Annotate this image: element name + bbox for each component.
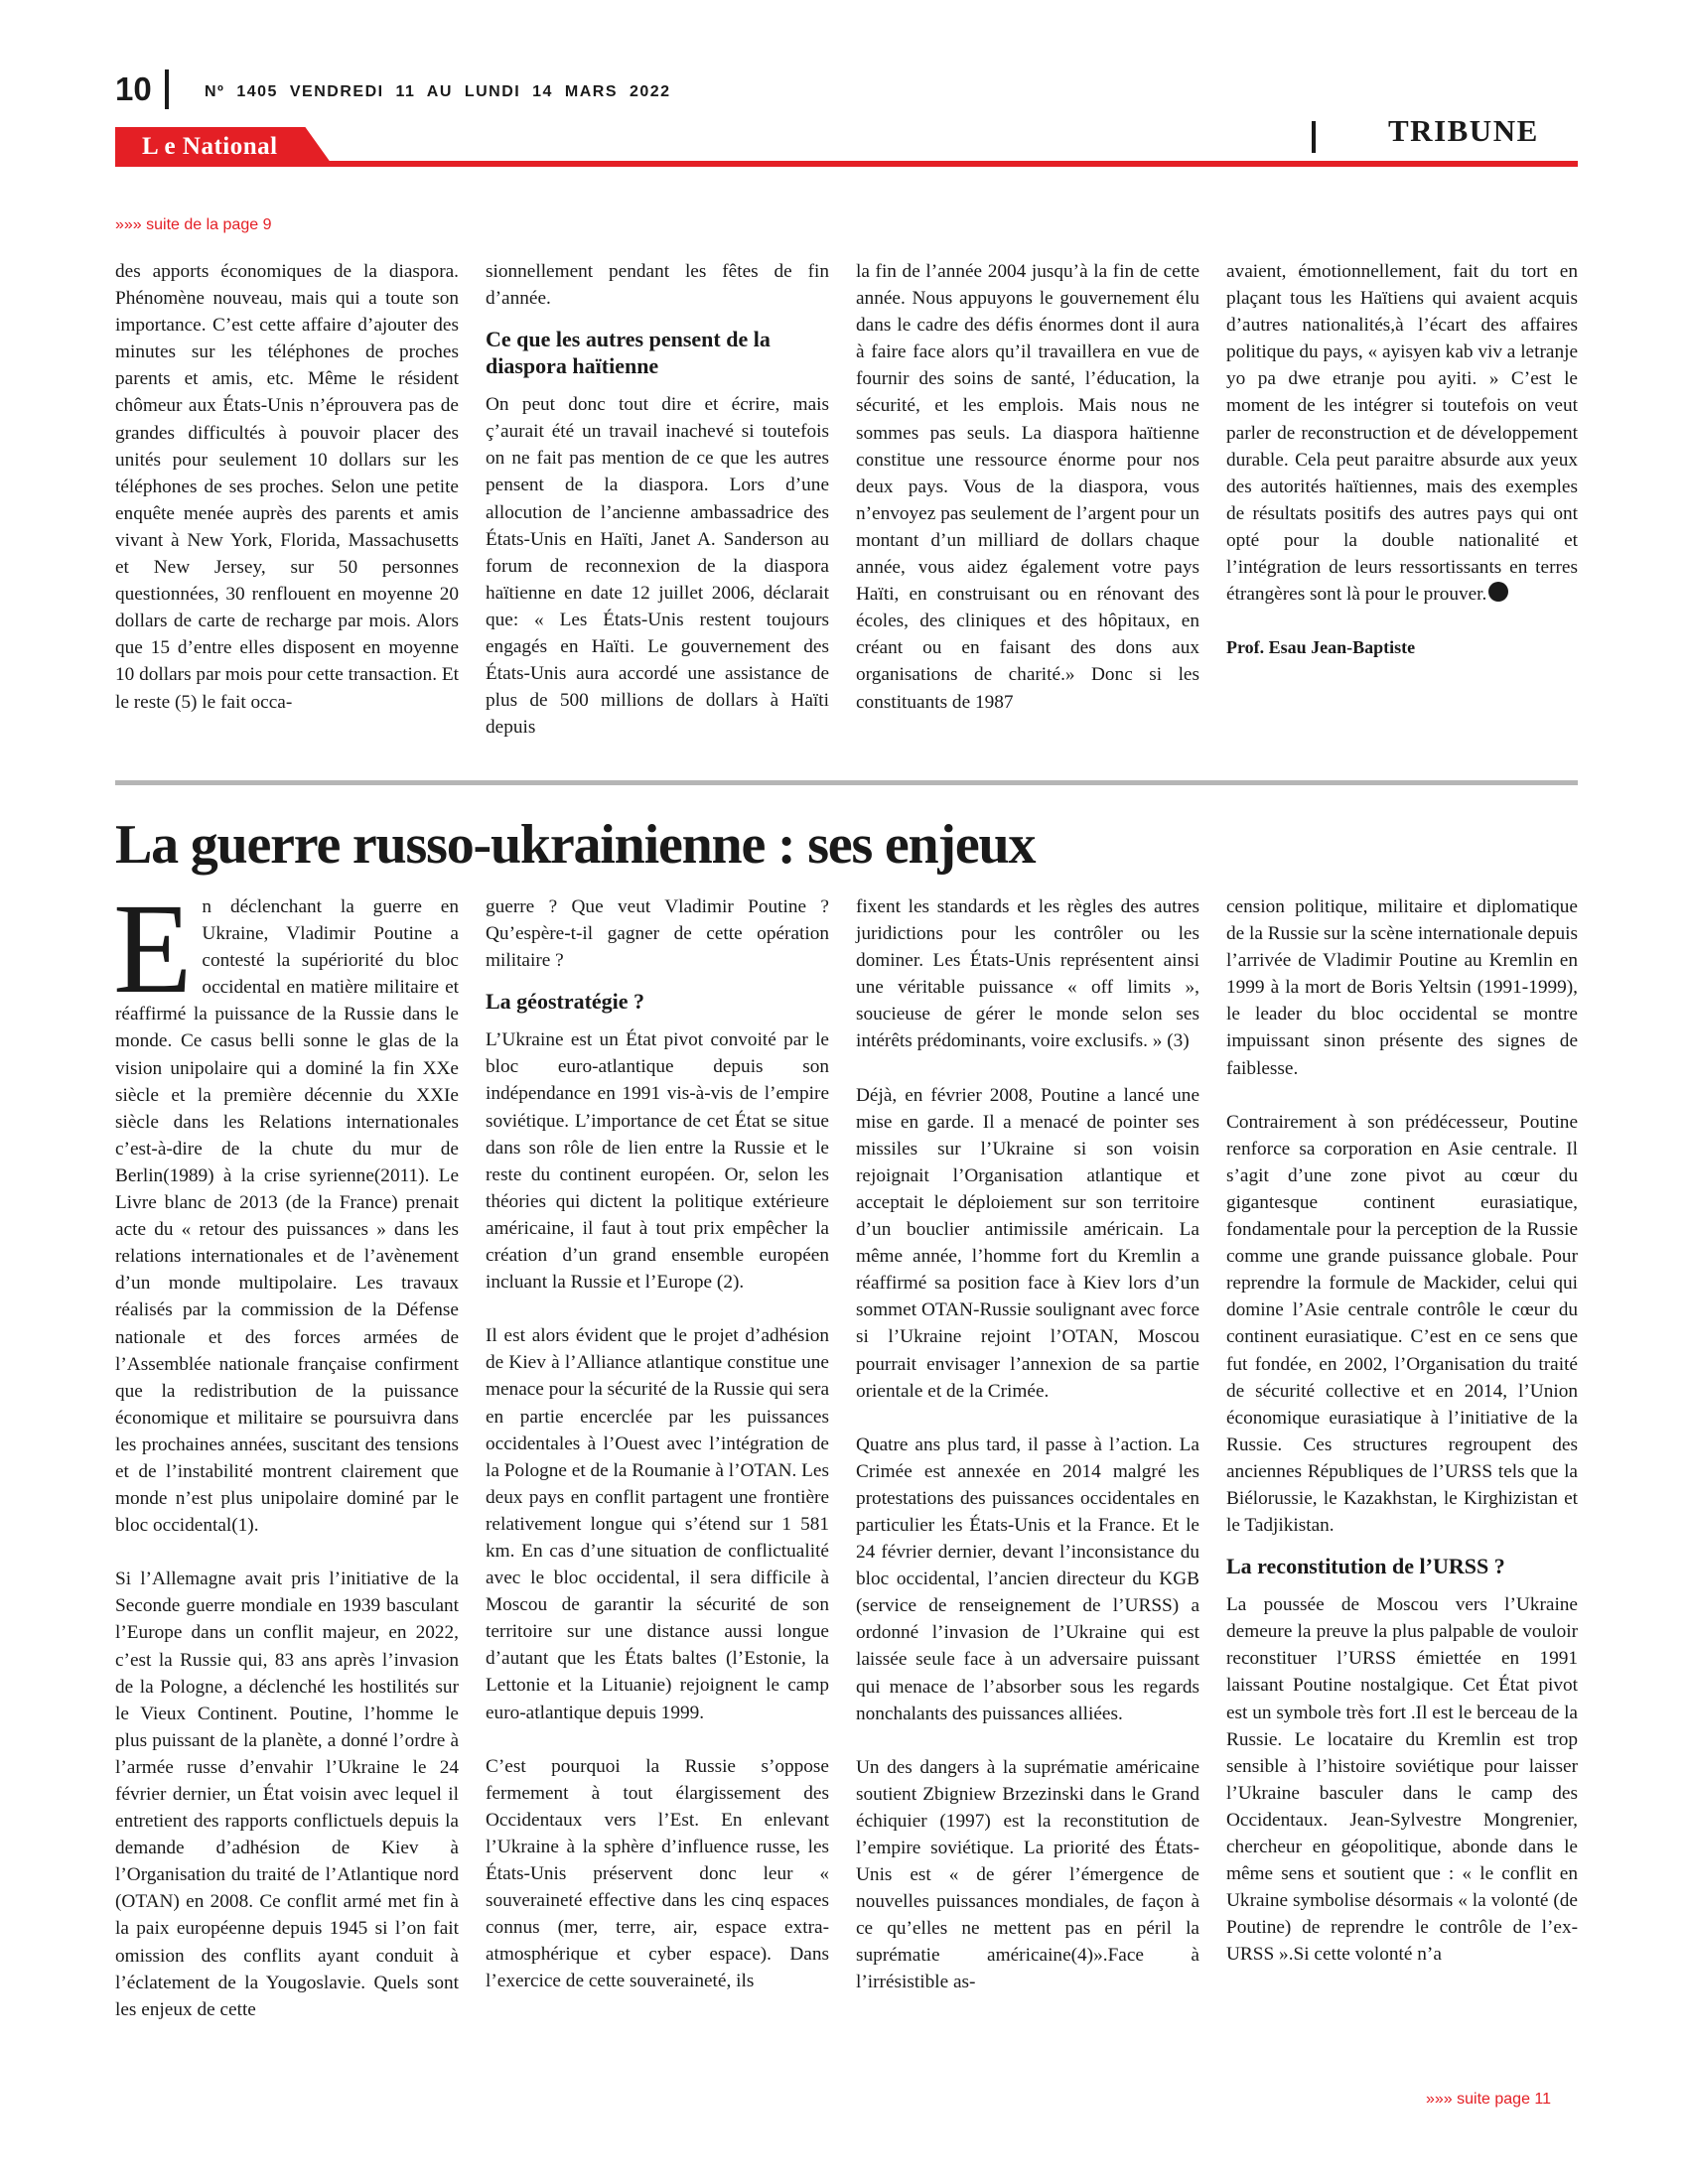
main-article-column-4: [1226, 893, 1578, 1968]
top-article-column-4: [1226, 258, 1578, 661]
paragraph: La poussée de Moscou vers l’Ukraine demeure la preuve la plus palpable de vouloir reconstituer l’URSS émiettée en 1991 laissant Poutine nostalgique. Cet État pivot est un symbole très fort .Il est le berceau de la Russie. Le locataire du Kremlin est trop sensible à l’histoire soviétique pour laisser l’Ukraine basculer dans le camp des Occidentaux. Jean-Sylvestre Mongrenier, chercheur en géopolitique, abonde dans le même sens et soutient que : « le conflit en Ukraine symbolise désormais « la volonté (de Poutine) de reprendre le contrôle de l’ex-URSS ».Si cette volonté n’a: [1226, 1594, 1578, 1966]
end-of-article-icon: [1488, 582, 1508, 602]
paragraph: fixent les standards et les règles des autres juridictions pour les contrôler ou les dominer. Les États-Unis représentent ainsi une véritable puissance « off limits », soucieuse de gérer le monde selon ses intérêts prédominants, voire exclusifs. » (3): [856, 896, 1199, 1052]
paragraph-text: n déclenchant la guerre en Ukraine, Vladimir Poutine a contesté la supériorité du bloc occidental en matière militaire et réaffirmé la puissance de la Russie dans le monde. Ce casus belli sonne le glas de la vision unipolaire qui a dominé la fin XXe siècle et la première décennie du XXIe siècle dans les Relations internationales c’est-à-dire de la chute du mur de Berlin(1989) à la crise syrienne(2011). Le Livre blanc de 2013 (de la France) prenait acte du « retour des puissances » dans les relations internationales et de l’avènement d’un monde multipolaire. Les travaux réalisés par la commission de la Défense nationale et des forces armées de l’Assemblée nationale française confirment que la redistribution de la puissance économique et militaire se poursuivra dans les prochaines années, suscitant des tensions et de l’instabilité montrent clairement que monde n’est plus unipolaire dominé par le bloc occidental(1).: [115, 896, 459, 1537]
issue-dateline: Nº 1405 VENDREDI 11 AU LUNDI 14 MARS 2022: [205, 83, 671, 100]
paragraph: Si l’Allemagne avait pris l’initiative de la Seconde guerre mondiale en 1939 basculant l’Europe dans un conflit majeur, en 2022, c’est la Russie qui, 83 ans après l’invasion de la Pologne, a déclenché les hostilités sur le Vieux Continent. Poutine, l’homme le plus puissant de la planète, a donné l’ordre à l’armée russe d’envahir l’Ukraine le 24 février dernier, un État voisin avec lequel il entretient des rapports conflictuels depuis la demande d’adhésion de Kiev à l’Organisation du traité de l’Atlantique nord (OTAN) en 2008. Ce conflit armé met fin à la paix européenne depuis 1945 si l’on fait omission des conflits ayant conduit à l’éclatement de la Yougoslavie. Quels sont les enjeux de cette: [115, 1569, 459, 2020]
author-byline: Prof. Esau Jean-Baptiste: [1226, 637, 1416, 658]
top-article-column-2: [486, 258, 829, 741]
subheading: Ce que les autres pensent de la diaspora haïtienne: [486, 327, 771, 379]
continued-to-link[interactable]: »»» suite page 11: [1426, 2091, 1552, 2108]
paragraph: C’est pourquoi la Russie s’oppose fermement à tout élargissement des Occidentaux vers l’Est. En enlevant l’Ukraine à la sphère d’influence russe, les États-Unis préservent donc leur « souveraineté effective dans les cinq espaces connus (mer, terre, air, espace extra-atmosphérique et cyber espace). Dans l’exercice de cette souveraineté, ils: [486, 1755, 829, 1992]
continued-from-link[interactable]: »»» suite de la page 9: [115, 216, 272, 233]
article-headline: La guerre russo-ukrainienne : ses enjeux: [115, 814, 1036, 876]
paragraph: Déjà, en février 2008, Poutine a lancé une mise en garde. Il a menacé de pointer ses missiles sur l’Ukraine si son voisin rejoignait l’Organisation atlantique et acceptait le déploiement sur son territoire d’un bouclier antimissile américain. La même année, l’homme fort du Kremlin a réaffirmé sa position face à Kiev lors d’un sommet OTAN-Russie soulignant avec force si l’Ukraine rejoint l’OTAN, Moscou pourrait envisager l’annexion de sa partie orientale et de la Crimée.: [856, 1084, 1199, 1402]
page-number: 10: [115, 70, 152, 107]
page-number-divider: [165, 69, 169, 109]
paragraph: cension politique, militaire et diplomatique de la Russie sur la scène internationale depuis l’arrivée de Vladimir Poutine au Kremlin en 1999 à la mort de Boris Yeltsin (1991-1999), le leader du bloc occidental se montre impuissant sinon présente des signes de faiblesse.: [1226, 896, 1578, 1079]
paragraph: On peut donc tout dire et écrire, mais ç’aurait été un travail inachevé si toutefois on ne fait pas mention de ce que les autres pensent de la diaspora. Lors d’une allocution de l’ancienne ambassadrice des États-Unis en Haïti, Janet A. Sanderson au forum de reconnexion de la diaspora haïtienne en date 12 juillet 2006, déclarait que: « Les États-Unis restent toujours engagés en Haïti. Le gouvernement des États-Unis aura accordé une assistance de plus de 500 millions de dollars à Haïti depuis: [486, 394, 829, 739]
paragraph: guerre ? Que veut Vladimir Poutine ? Qu’espère-t-il gagner de cette opération militaire ?: [486, 896, 829, 972]
main-article-column-1: [113, 878, 459, 2023]
paragraph-text: avaient, émotionnellement, fait du tort en plaçant tous les Haïtiens qui avaient acquis d’autres nationalités,à l’écart des affaires politique du pays, « ayisyen kab viv a letranje yo pa dwe etranje pou ayiti. » C’est le moment de les intégrer si toutefois on veut parler de reconstruction et de développement durable. Cela peut paraitre absurde aux yeux des autorités haïtiennes, mais des exemples de résultats positifs des autres pays qui ont opté pour la double nationalité et l’intégration de leurs ressortissants en terres étrangères sont là pour le prouver.: [1226, 261, 1578, 606]
subheading: La géostratégie ?: [486, 989, 645, 1015]
drop-cap: E: [113, 878, 193, 1021]
newspaper-logo: L e National: [142, 133, 278, 160]
top-article-column-3: [856, 258, 1199, 716]
main-article-column-3: [856, 893, 1199, 1996]
section-title: TRIBUNE: [1388, 113, 1539, 148]
paragraph: L’Ukraine est un État pivot convoité par le bloc euro-atlantique depuis son indépendance en 1991 vis-à-vis de l’empire soviétique. L’importance de cet État se situe dans son rôle de lien entre la Russie et le reste du continent européen. Or, selon les théories qui dictent la politique extérieure américaine, il faut à tout prix empêcher la création d’un grand ensemble européen incluant la Russie et l’Europe (2).: [486, 1029, 829, 1294]
paragraph: Quatre ans plus tard, il passe à l’action. La Crimée est annexée en 2014 malgré les protestations des puissances occidentales en particulier les États-Unis et la France. Et le 24 février dernier, devant l’inconsistance du bloc occidental, l’ancien directeur du KGB (service de renseignement de l’URSS) a ordonné l’invasion de l’Ukraine qui est laissée seule face à un adversaire puissant qui menace de l’absorber sous les regards nonchalants des puissances alliées.: [856, 1433, 1199, 1724]
section-divider: [1312, 121, 1316, 153]
main-article-column-2: [486, 893, 829, 1994]
top-article-column-1: [115, 258, 459, 716]
paragraph: sionnellement pendant les fêtes de fin d’année.: [486, 261, 829, 310]
paragraph: des apports économiques de la diaspora. Phénomène nouveau, mais qui a toute son importance. C’est cette affaire d’ajouter des minutes sur les téléphones de proches parents et amis, etc. Même le résident chômeur aux États-Unis n’éprouvera pas de grandes difficultés à pouvoir placer des unités pour seulement 10 dollars sur les téléphones de ses proches. Selon une petite enquête menée auprès des parents et amis vivant à New York, Florida, Massachusetts et New Jersey, sur 50 personnes questionnées, 30 renflouent en moyenne 20 dollars de carte de recharge par mois. Alors que 15 d’entre elles disposent en moyenne 10 dollars par mois pour cette transaction. Et le reste (5) le fait occa-: [115, 261, 459, 713]
paragraph: [113, 878, 459, 1539]
paragraph: la fin de l’année 2004 jusqu’à la fin de cette année. Nous appuyons le gouvernement élu dans le cadre des défis énormes dont il aura à faire face alors qu’il travaillera en vue de fournir des soins de santé, l’éducation, la sécurité, et les emplois. Mais nous ne sommes pas seuls. La diaspora haïtienne constitue une ressource énorme pour nos deux pays. Vous de la diaspora, vous n’envoyez pas seulement de l’argent pour un montant d’un milliard de dollars chaque année, vous aidez également votre pays Haïti, en construisant ou en rénovant des écoles, des cliniques et des hôpitaux, en créant ou en faisant des dons aux organisations de charité.» Donc si les constituants de 1987: [856, 261, 1199, 713]
header-rule: [115, 161, 1578, 167]
paragraph: Contrairement à son prédécesseur, Poutine renforce sa corporation en Asie centrale. Il s’agit d’une zone pivot au cœur du gigantesque continent eurasiatique, fondamentale pour la perception de la Russie comme une grande puissance globale. Pour reprendre la formule de Mackider, celui qui domine l’Asie centrale contrôle le cœur du continent eurasiatique. C’est en ce sens que fut fondée, en 2002, l’Organisation du traité de sécurité collective et en 2014, l’Union économique eurasiatique à l’initiative de la Russie. Ces structures regroupent des anciennes Républiques de l’URSS tels que la Biélorussie, le Kazakhstan, le Kirghizistan et le Tadjikistan.: [1226, 1111, 1578, 1537]
paragraph: [1226, 258, 1578, 608]
paragraph: Il est alors évident que le projet d’adhésion de Kiev à l’Alliance atlantique constitue une menace pour la sécurité de la Russie qui sera en partie encerclée par les puissances occidentales à l’Ouest avec l’intégration de la Pologne et de la Roumanie à l’OTAN. Les deux pays en conflit partagent une frontière relativement longue qui s’étend sur 1 581 km. En cas d’une situation de conflictualité avec le bloc occidental, il sera difficile à Moscou de garantir la sécurité de son territoire sur une distance aussi longue d’autant que les États baltes (l’Estonie, la Lettonie et la Lituanie) rejoignent le camp euro-atlantique depuis 1999.: [486, 1325, 829, 1723]
subheading: La reconstitution de l’URSS ?: [1226, 1554, 1505, 1579]
paragraph: Un des dangers à la suprématie américaine soutient Zbigniew Brzezinski dans le Grand échiquier (1997) est la reconstitution de l’empire soviétique. La priorité des États-Unis est « de gérer l’émergence de nouvelles puissances mondiales, de façon à ce qu’elles ne mettent pas en péril la suprématie américaine(4)».Face à l’irrésistible as-: [856, 1756, 1199, 1993]
article-divider: [115, 780, 1578, 785]
